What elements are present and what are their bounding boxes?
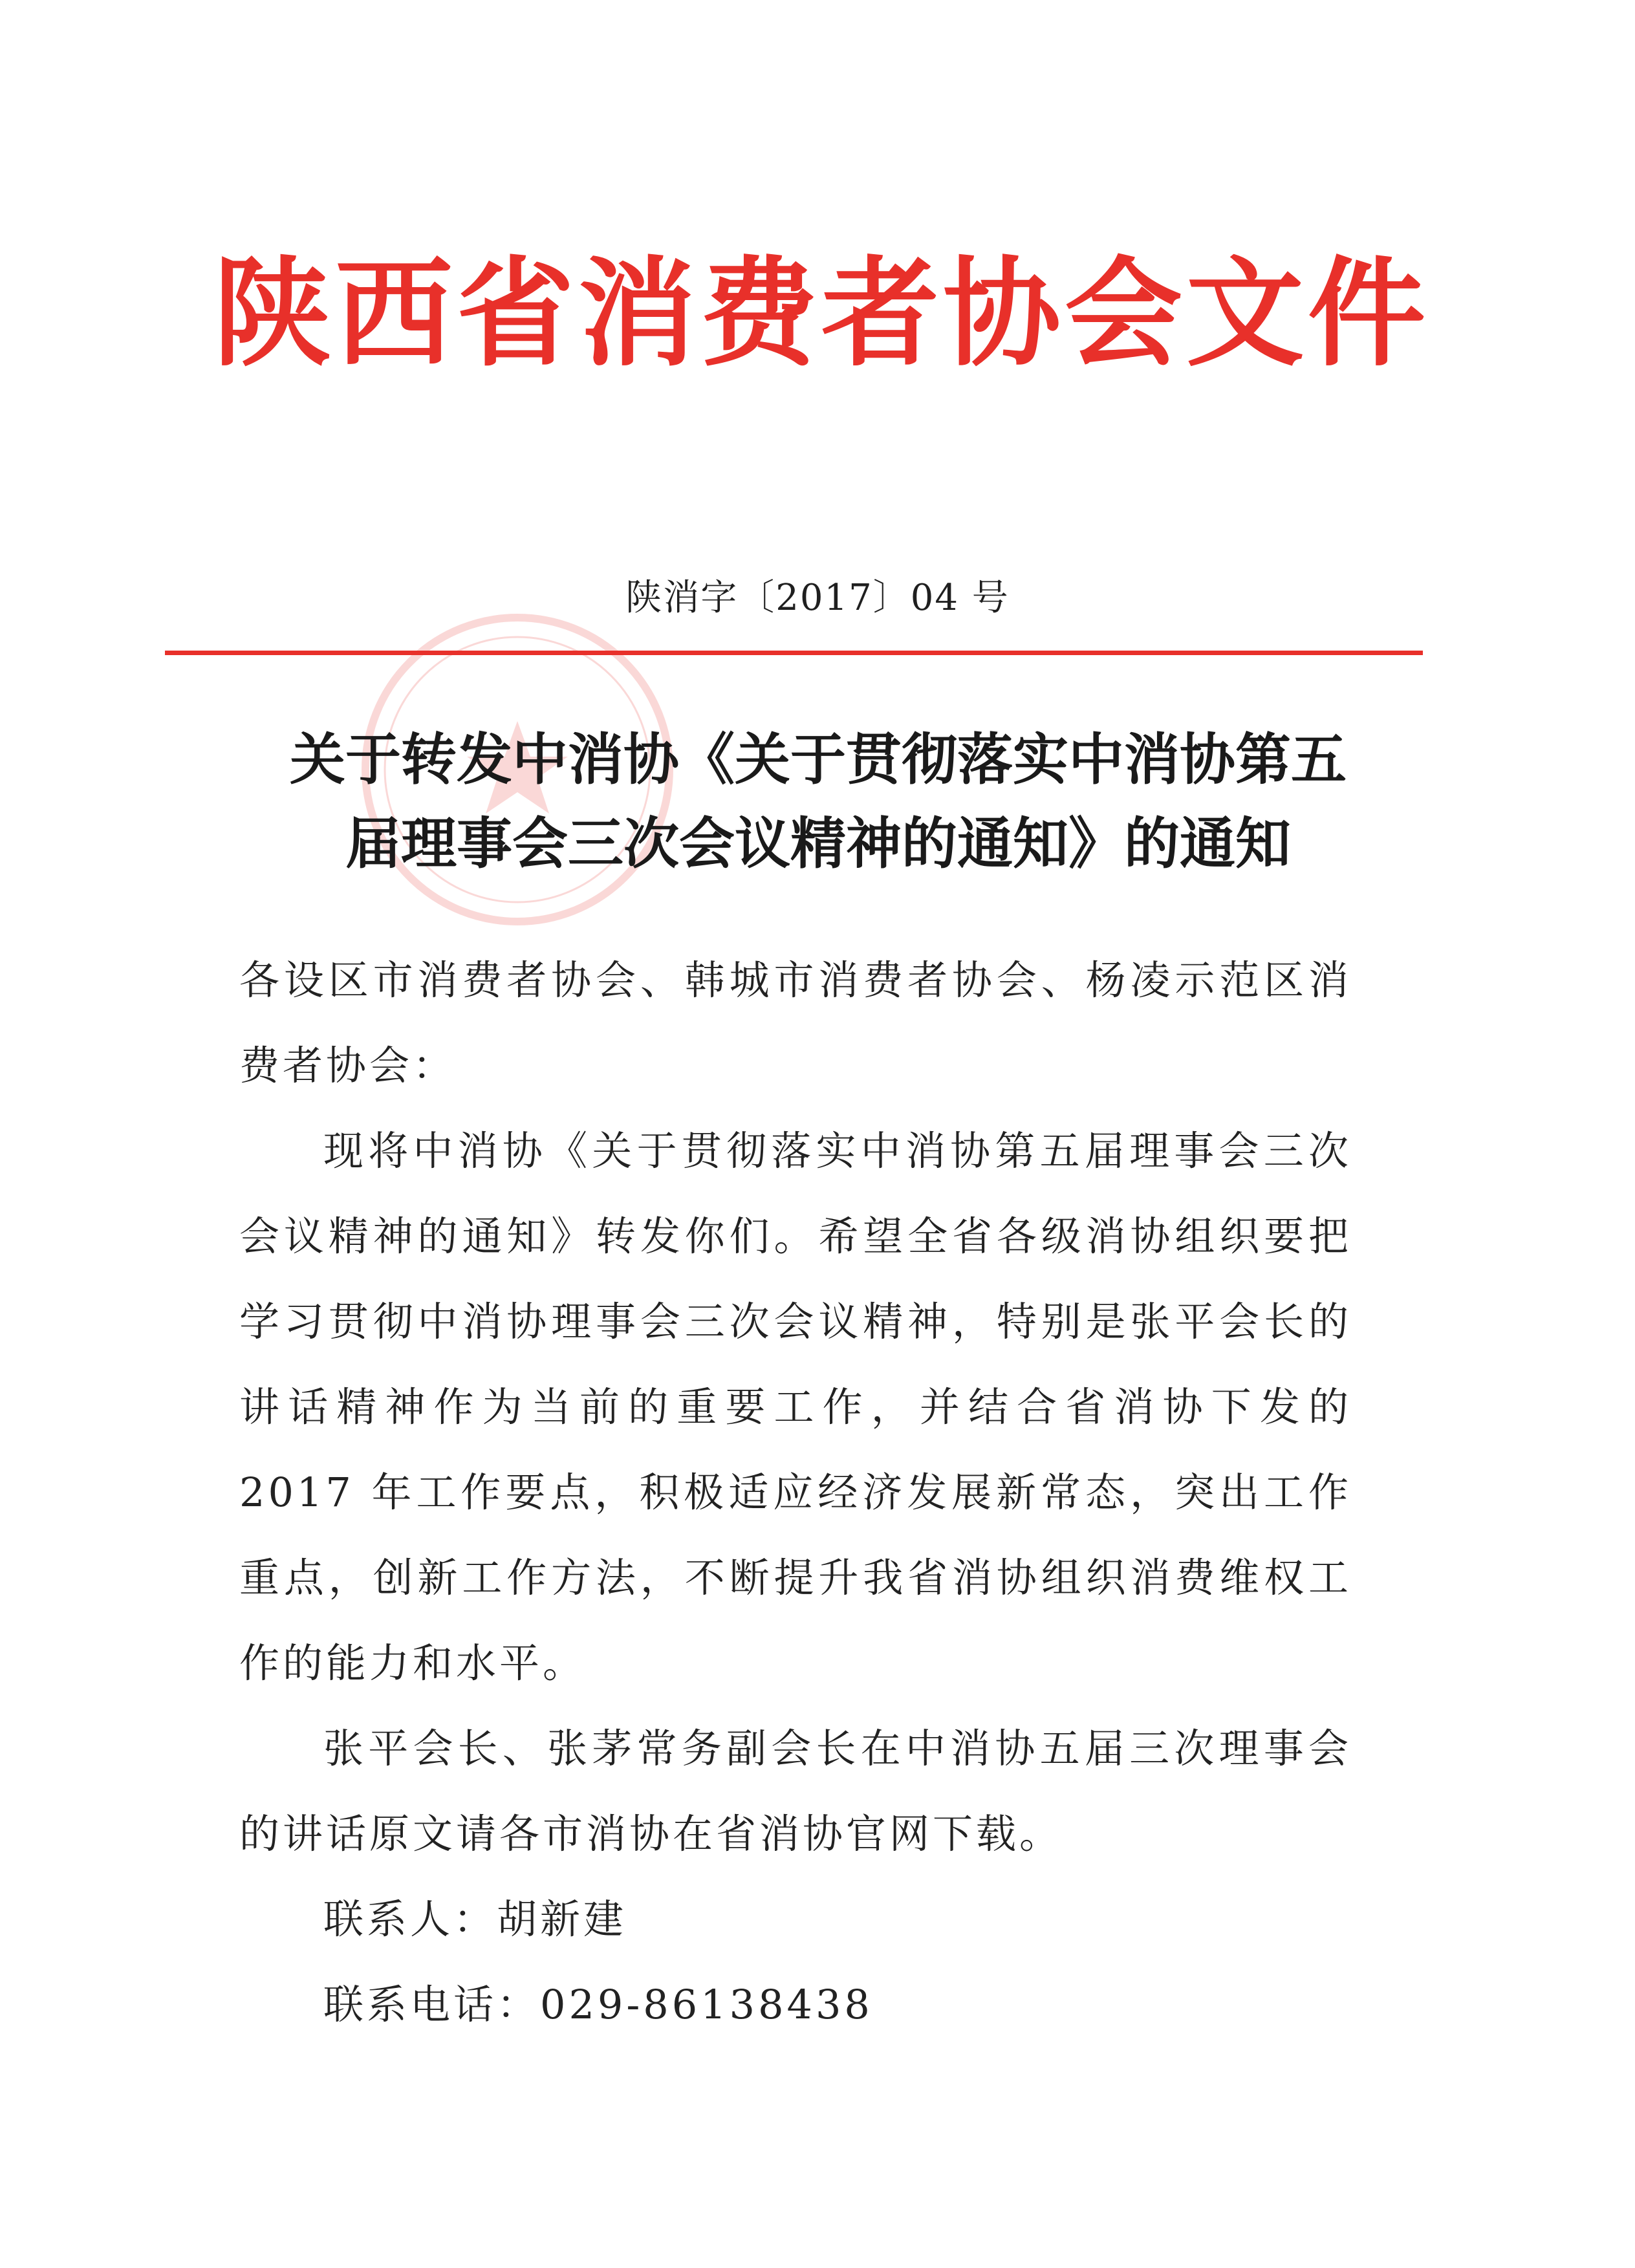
salutation: 各设区市消费者协会、韩城市消费者协会、杨凌示范区消费者协会： [239,956,1352,1089]
document-number: 陕消字〔2017〕04 号 [625,577,1010,619]
document-masthead: 陕西省消费者协会文件 [213,245,1429,382]
document-body [239,938,1352,2047]
document-title [194,718,1442,886]
paragraph-main: 现将中消协《关于贯彻落实中消协第五届理事会三次会议精神的通知》转发你们。希望全省各级消协组织要把学习贯彻中消协理事会三次会议精神，特别是张平会长的讲话精神作为当前的重要工作，并结合省消协下发的 2017 年工作要点，积极适应经济发展新常态，突出工作重点，创新工作方法，不断提升我省消协组织消费维权工作的能力和水平。 [239,1127,1352,1687]
title-line-1: 关于转发中消协《关于贯彻落实中消协第五 [290,728,1347,792]
title-line-2: 届理事会三次会议精神的通知》的通知 [345,812,1291,876]
contact-person: 联系人：胡新建 [323,1895,627,1943]
red-divider-line [165,651,1423,655]
contact-phone: 联系电话：029-86138438 [323,1981,873,2028]
paragraph-download-note: 张平会长、张茅常务副会长在中消协五届三次理事会的讲话原文请各市消协在省消协官网下载。 [239,1725,1352,1857]
